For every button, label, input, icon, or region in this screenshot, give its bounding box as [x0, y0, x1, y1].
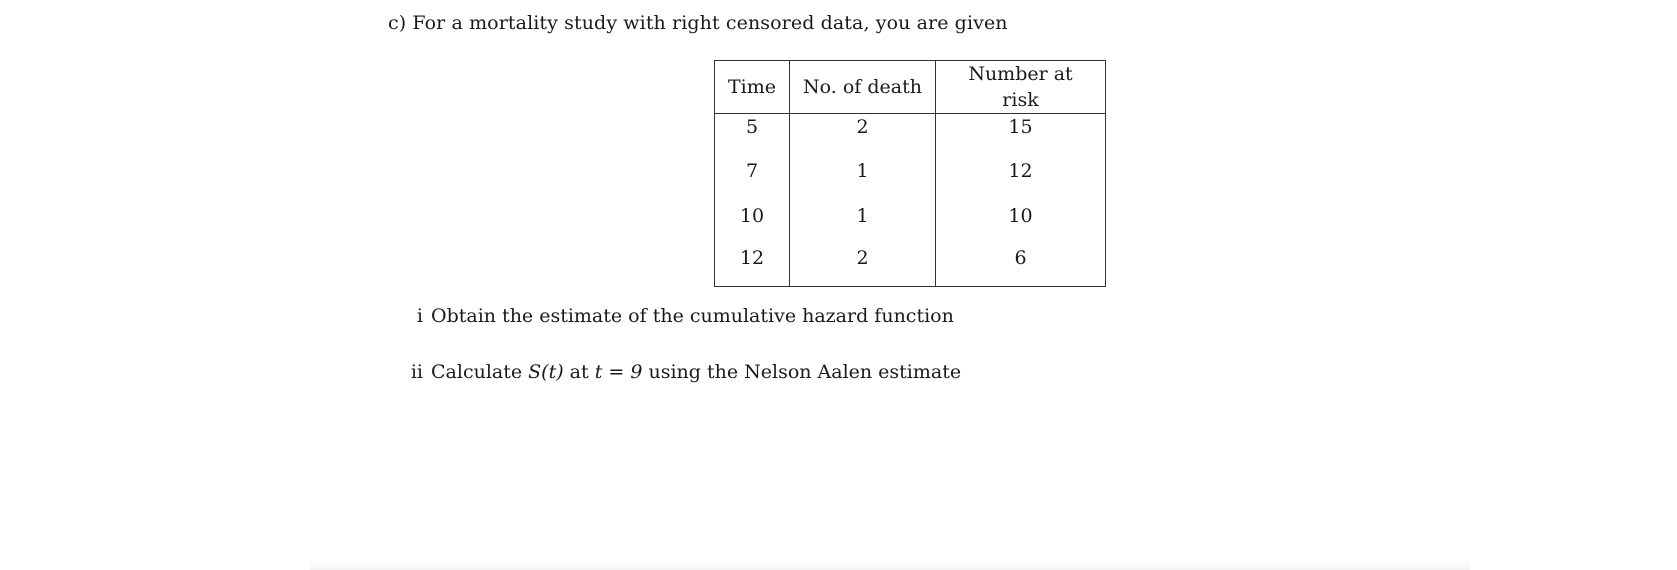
math-time-value: t = 9 — [594, 361, 643, 383]
subquestion-text-part: Calculate — [431, 361, 529, 383]
cell-at-risk: 15 — [936, 114, 1106, 141]
cell-deaths: 2 — [790, 114, 936, 141]
subquestion-text-part: at — [563, 361, 595, 383]
cropped-previous-line — [0, 0, 1677, 2]
cell-time: 10 — [715, 202, 790, 230]
cell-deaths: 1 — [790, 202, 936, 230]
subquestion-number: i — [416, 305, 423, 327]
cell-at-risk: 6 — [936, 230, 1106, 287]
subquestion-i — [397, 305, 954, 327]
table-row — [715, 202, 1106, 230]
survival-data-table — [714, 60, 1106, 287]
cell-time: 12 — [715, 230, 790, 287]
header-at-risk: Number at risk — [936, 61, 1106, 114]
cell-deaths: 2 — [790, 230, 936, 287]
cell-time: 5 — [715, 114, 790, 141]
table-row — [715, 114, 1106, 141]
page-edge-shadow — [310, 560, 1470, 570]
header-time: Time — [715, 61, 790, 114]
cell-at-risk: 12 — [936, 140, 1106, 202]
subquestion-text: Obtain the estimate of the cumulative hazard function — [431, 305, 954, 327]
subquestion-number: ii — [410, 361, 423, 383]
cell-deaths: 1 — [790, 140, 936, 202]
math-survival-function: S(t) — [528, 361, 564, 383]
question-c-intro: c) For a mortality study with right censored data, you are given — [388, 12, 1008, 34]
table-row — [715, 140, 1106, 202]
cell-time: 7 — [715, 140, 790, 202]
cell-at-risk: 10 — [936, 202, 1106, 230]
header-deaths: No. of death — [790, 61, 936, 114]
table-row — [715, 230, 1106, 287]
table-header-row — [715, 61, 1106, 114]
subquestion-ii — [397, 361, 961, 383]
subquestion-text-part: using the Nelson Aalen estimate — [642, 361, 962, 383]
